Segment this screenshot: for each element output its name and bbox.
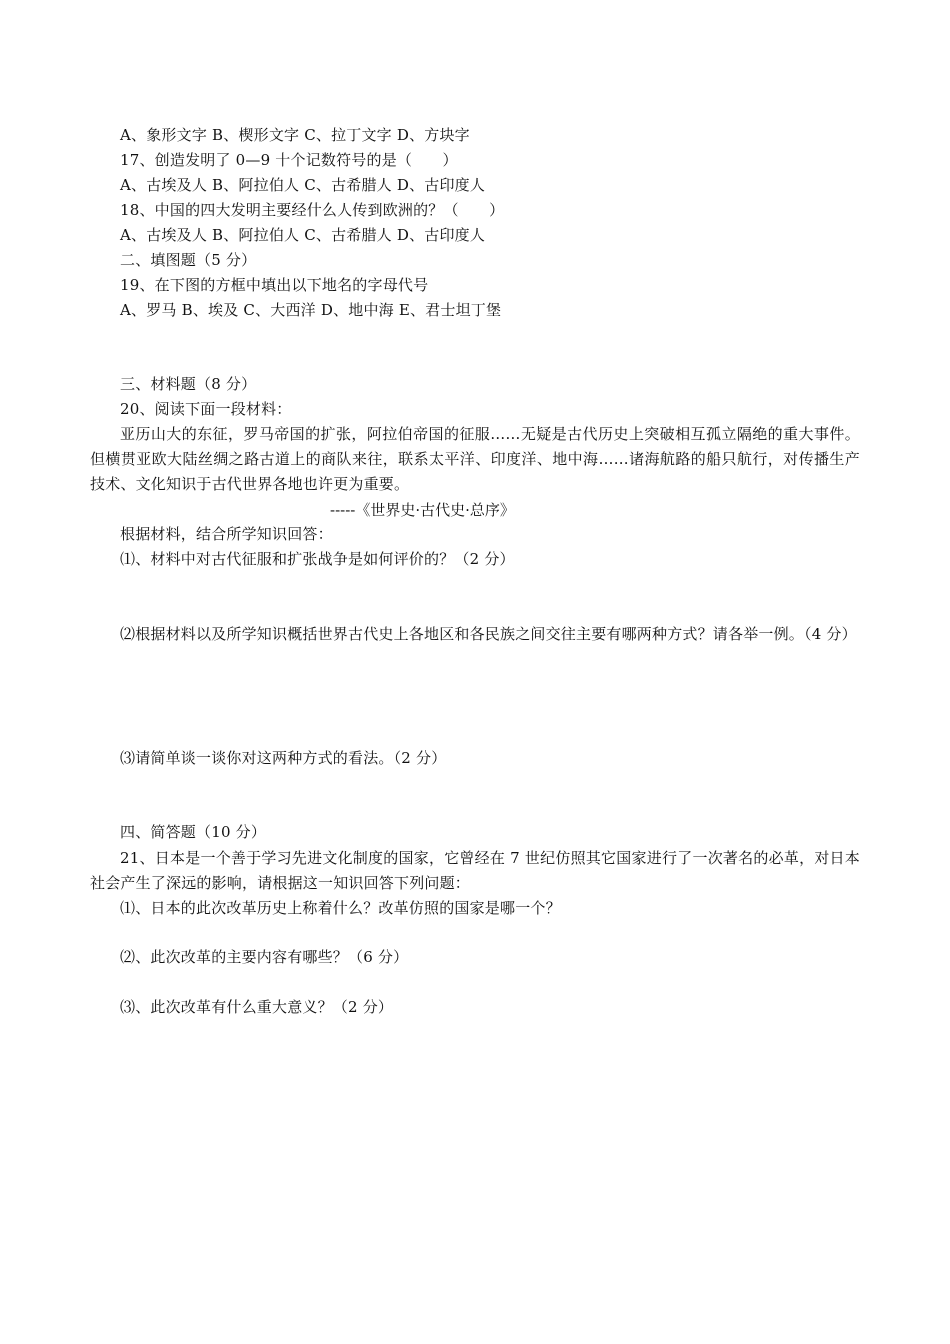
q18-question: 18、中国的四大发明主要经什么人传到欧洲的？（ ） (120, 201, 505, 219)
q20-question: 20、阅读下面一段材料： (120, 400, 292, 418)
section-4-title: 四、简答题（10 分） (120, 823, 267, 841)
q16-options: A、象形文字 B、楔形文字 C、拉丁文字 D、方块字 (120, 126, 470, 144)
q20-source: -----《世界史·古代史·总序》 (330, 501, 515, 519)
q21-question: 21、日本是一个善于学习先进文化制度的国家，它曾经在 7 世纪仿照其它国家进行了一次著名的必革，对日本社会产生了深远的影响，请根据这一知识回答下列问题： (90, 849, 860, 892)
q20-subquestion-2: ⑵根据材料以及所学知识概括世界古代史上各地区和各民族之间交往主要有哪两种方式？请各举一例。（4 分） (120, 625, 857, 643)
q21-subquestion-2: ⑵、此次改革的主要内容有哪些？（6 分） (120, 948, 409, 966)
q17-options: A、古埃及人 B、阿拉伯人 C、古希腊人 D、古印度人 (120, 176, 486, 194)
q19-options: A、罗马 B、埃及 C、大西洋 D、地中海 E、君士坦丁堡 (120, 301, 502, 319)
q17-question: 17、创造发明了 0—9 十个记数符号的是（ ） (120, 151, 458, 169)
q20-instruction: 根据材料，结合所学知识回答： (120, 525, 333, 543)
section-2-title: 二、填图题（5 分） (120, 251, 257, 269)
q20-subquestion-3: ⑶请简单谈一谈你对这两种方式的看法。（2 分） (120, 749, 447, 767)
q20-material: 亚历山大的东征，罗马帝国的扩张，阿拉伯帝国的征服……无疑是古代历史上突破相互孤立隔绝的重大事件。但横贯亚欧大陆丝绸之路古道上的商队来往，联系太平洋、印度洋、地中海……诸海航路的船只航行，对传播生产技术、文化知识于古代世界各地也许更为重要。 (90, 425, 860, 493)
q21-subquestion-3: ⑶、此次改革有什么重大意义？（2 分） (120, 998, 394, 1016)
q18-options: A、古埃及人 B、阿拉伯人 C、古希腊人 D、古印度人 (120, 226, 486, 244)
section-3-title: 三、材料题（8 分） (120, 375, 257, 393)
q19-question: 19、在下图的方框中填出以下地名的字母代号 (120, 276, 429, 294)
q21-subquestion-1: ⑴、日本的此次改革历史上称着什么？改革仿照的国家是哪一个？ (120, 899, 561, 917)
q20-subquestion-1: ⑴、材料中对古代征服和扩张战争是如何评价的？（2 分） (120, 550, 515, 568)
